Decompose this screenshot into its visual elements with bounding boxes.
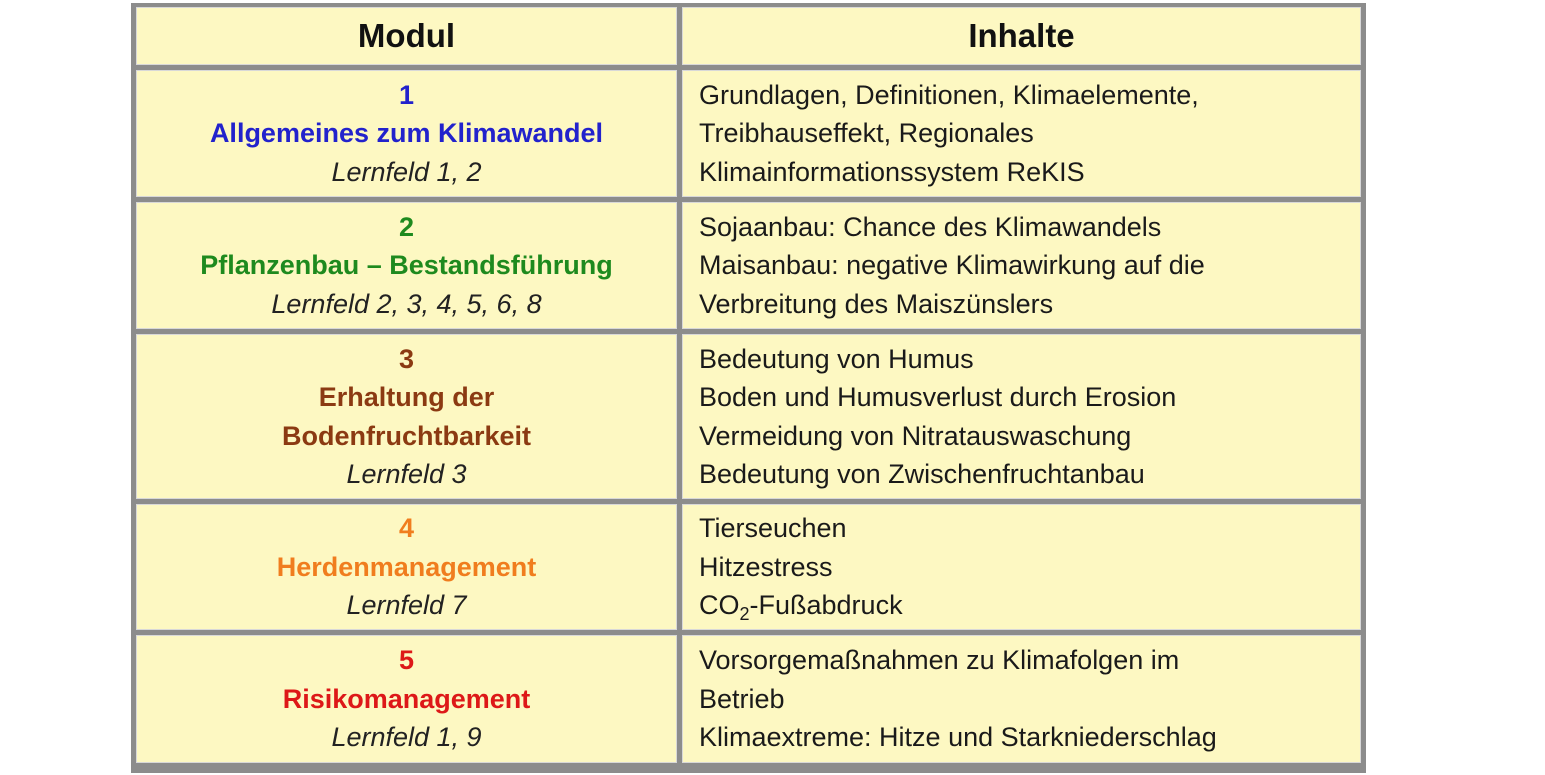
module-title: Risikomanagement bbox=[282, 683, 531, 714]
inhalte-cell bbox=[682, 202, 1361, 329]
content-line: Vermeidung von Nitratauswaschung bbox=[699, 420, 1132, 451]
content-line: Klimainformationssystem ReKIS bbox=[699, 156, 1085, 187]
table-row bbox=[136, 504, 1361, 630]
content-line: Grundlagen, Definitionen, Klimaelemente, bbox=[699, 79, 1199, 110]
table-row bbox=[136, 202, 1361, 329]
content-line: Betrieb bbox=[699, 683, 785, 714]
module-title: Herdenmanagement bbox=[276, 551, 537, 582]
module-title: Pflanzenbau – Bestandsführung bbox=[200, 250, 613, 281]
modul-cell bbox=[136, 70, 677, 197]
header-inhalte: Inhalte bbox=[682, 7, 1361, 65]
header-modul: Modul bbox=[136, 7, 677, 65]
module-table-frame bbox=[131, 3, 1366, 773]
module-title: Allgemeines zum Klimawandel bbox=[209, 118, 604, 149]
content-line: Boden und Humusverlust durch Erosion bbox=[699, 382, 1177, 412]
inhalte-cell bbox=[682, 70, 1361, 197]
content-line: Vorsorgemaßnahmen zu Klimafolgen im bbox=[699, 645, 1180, 676]
content-line-co2 bbox=[699, 586, 1360, 625]
table-row bbox=[136, 70, 1361, 197]
inhalte-cell bbox=[682, 635, 1361, 763]
module-number: 3 bbox=[398, 343, 415, 374]
content-line: Tierseuchen bbox=[699, 513, 847, 544]
modul-cell bbox=[136, 202, 677, 329]
content-line: Klimaextreme: Hitze und Starkniederschlag bbox=[699, 722, 1217, 753]
table-header-row bbox=[136, 7, 1361, 65]
module-lernfeld: Lernfeld 3 bbox=[346, 459, 467, 489]
module-number: 1 bbox=[398, 79, 415, 110]
module-number: 4 bbox=[398, 513, 415, 544]
co2-suffix: -Fußabdruck bbox=[749, 590, 903, 621]
table-row bbox=[136, 635, 1361, 763]
co2-prefix: CO bbox=[699, 590, 740, 621]
modul-cell bbox=[136, 504, 677, 630]
content-line: Verbreitung des Maiszünslers bbox=[699, 288, 1054, 319]
module-lernfeld: Lernfeld 2, 3, 4, 5, 6, 8 bbox=[271, 288, 542, 319]
inhalte-cell bbox=[682, 504, 1361, 630]
inhalte-cell bbox=[682, 334, 1361, 499]
module-lernfeld: Lernfeld 7 bbox=[346, 590, 467, 621]
module-table bbox=[131, 2, 1366, 768]
module-lernfeld: Lernfeld 1, 2 bbox=[331, 156, 482, 187]
content-line: Hitzestress bbox=[699, 551, 833, 582]
content-line: Maisanbau: negative Klimawirkung auf die bbox=[699, 250, 1205, 281]
module-title: Erhaltung der bbox=[318, 382, 495, 412]
content-line: Bedeutung von Zwischenfruchtanbau bbox=[699, 459, 1145, 489]
content-line: Bedeutung von Humus bbox=[699, 343, 974, 374]
module-title: Bodenfruchtbarkeit bbox=[281, 420, 532, 451]
modul-cell bbox=[136, 635, 677, 763]
co2-subscript: 2 bbox=[739, 604, 750, 625]
module-number: 5 bbox=[398, 645, 415, 676]
content-line: Treibhauseffekt, Regionales bbox=[699, 118, 1034, 149]
module-number: 2 bbox=[398, 211, 415, 242]
modul-cell bbox=[136, 334, 677, 499]
table-row bbox=[136, 334, 1361, 499]
content-line: Sojaanbau: Chance des Klimawandels bbox=[699, 211, 1162, 242]
module-lernfeld: Lernfeld 1, 9 bbox=[331, 722, 482, 753]
